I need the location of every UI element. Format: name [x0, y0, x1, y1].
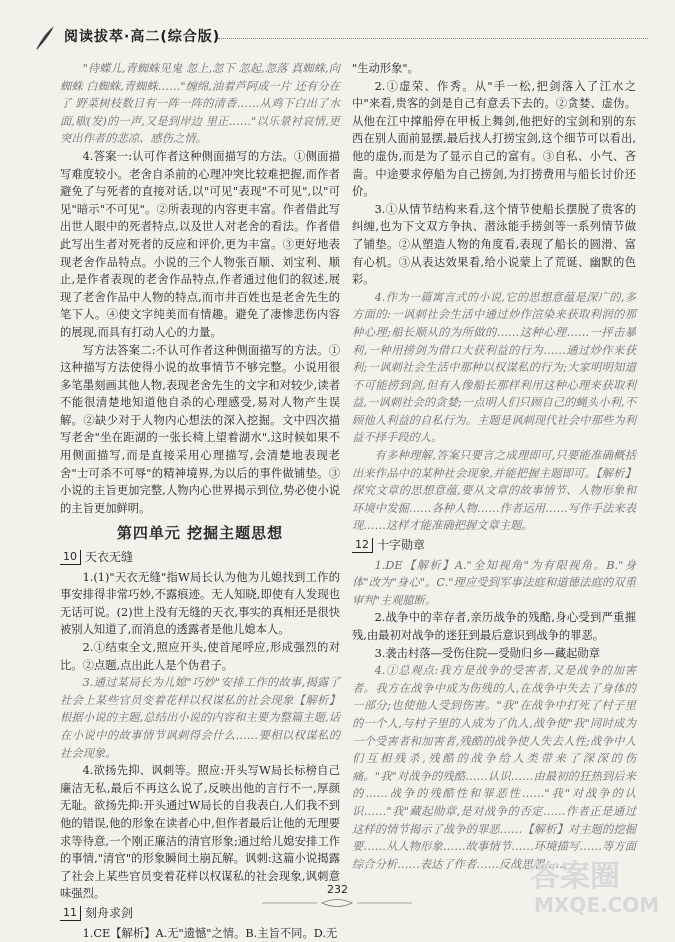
unit-title: 第四单元 挖掘主题思想 [60, 525, 340, 543]
page-header [28, 20, 648, 52]
answer-paragraph: 2.①结束全文,照应开头,使首尾呼应,形成强烈的对比。②点题,点出此人是个伪君子。 [60, 639, 340, 674]
answer-paragraph: 1.(1)"天衣无缝"指W局长认为他为儿媳找到工作的事安排得非常巧妙,不露痕迹。无人知晓,即使有人发现也无话可说。(2)世上没有无缝的天衣,事实的真相还是很快被别人知道了,而消息的透露者是他儿媳本人。 [60, 569, 340, 639]
watermark-logo [520, 852, 670, 918]
answer-paragraph: "生动形象"。 [352, 60, 636, 78]
lesson-title: 十字勋章 [377, 537, 425, 555]
right-column [352, 60, 636, 873]
answer-paragraph: 4.欲扬先抑、讽刺等。照应:开头写W局长标榜自己廉洁无私,最后不再这么说了,反映出他的言行不一,厚颜无耻。欲扬先抑:开头通过W局长的自我表白,人们我不到他的错误,他的形象在读者心中,但作者最后让他的无理要求等待意,一个刚正廉洁的清官形象;通过给儿媳安排工作的事情,"清官"的形象瞬间土崩瓦解。讽刺:这篇小说揭露了社会上某些官员变着花样以权谋私的社会现象,讽刺意味强烈。 [60, 762, 340, 903]
answer-paragraph: 4.作为一篇寓言式的小说,它的思想意蕴是深广的,多方面的:一讽刺社会生活中通过炒作渲染来获取利润的那种心理;船长顺从的为所做的……这种心理……一抨击暴利,一种用捞剑为借口大获利益的行为……通过炒作来获利;一讽刺社会生活中那种以权谋私的行为;大家明明知道不可能捞到剑,但有人像船长那样利用这种心理来获取利益,一讽刺社会的贪婪;一点明人们只顾自己的蝇头小利,不顾他人利益的自私行为。主题是讽刺现代社会中那些为利益不择手段的人。 [352, 289, 636, 447]
header-dotted-rule [218, 38, 648, 39]
feather-icon [34, 24, 56, 52]
lesson-number: 10 [60, 550, 81, 565]
answer-paragraph: 2.战争中的幸存者,亲历战争的残酷,身心受到严重摧残,由最初对战争的迷狂到最后意识到战争的罪恶。 [352, 609, 636, 644]
answer-paragraph: 1.DE【解析】A."全知视角"为有限视角。B."身体"改为"身心"。C."理应受到军事法庭和道德法庭的双重审判"主观臆断。 [352, 557, 636, 610]
answer-paragraph: 3.通过某局长为儿媳"巧妙"安排工作的故事,揭露了社会上某些官员变着花样以权谋私的社会现象【解析】根据小说的主题,总结出小说的内容和主要为整篇主题,话在小说中的故事情节讽刺得会什么……要相以权谋私的社会现象。 [60, 674, 340, 762]
answer-paragraph: "待蝶儿,青蜘蛛见鬼 忽上,忽下 忽起,忽落 真蜘蛛,向蜘蛛 白蜘蛛,青蜘蛛……"缠绵,油着芦阿成一片 还有分在了 野菜树枝数目有一阵一阵的清香……从鸡下白出了水面,歇(发)的一声,又是到岸边 里正……"以乐景衬哀情,更突出作者的悲凉、感伤之情。 [60, 60, 340, 148]
answer-paragraph: 写方法答案二:不认可作者这种侧面描写的方法。①这种描写方法使得小说的故事情节不够完整。小说用很多笔墨刻画其他人物,表现老舍先生的文字和对较少,读者不能很清楚地知道他自杀的心理感受,易对人物产生误解。②缺少对于人物内心想法的深入挖掘。文中四次描写老舍"坐在距湖的一张长椅上望着湖水",这时候如果不用侧面描写,而是直接采用心理描写,会清楚地表现老舍"士可杀不可辱"的精神境界,为以后的事件做铺垫。③小说的主旨更加完整,人物内心世界揭示到位,势必使小说的主旨更加鲜明。 [60, 342, 340, 518]
lesson-number: 11 [60, 906, 81, 921]
answer-paragraph: 1.CE【解析】A.无"遗憾"之情。B.主旨不同。D.无 [60, 925, 340, 942]
watermark-line1: 答案圈 [530, 859, 620, 894]
answer-paragraph: 4.①总观点:我方是战争的受害者,又是战争的加害者。我方在战争中成为伤残的人,在战争中失去了身体的一部分;也使他人受到伤害。"我"在战争中打死了村子里的一个人,与村子里的人成为了仇人,战争使"我"同时成为一个受害者和加害者,残酷的战争使人失去人性;战争中人们互相残杀,残酷的战争给人类带来了深深的伤痛。"我"对战争的残酷……认识……由最初的狂热到后来的……战争的残酷性和罪恶性……"我"对战争的认识……"我"藏起勋章,是对战争的否定……作者正是通过这样的情节揭示了战争的罪恶……【解析】对主题的挖掘要……从人物形象……故事情节……环境描写……等方面综合分析……表达了作者……反战思想…… [352, 662, 636, 873]
answer-paragraph: 3.袭击村落—受伤住院—受勋归乡—藏起勋章 [352, 645, 636, 663]
answer-paragraph: 4.答案一:认可作者这种侧面描写的方法。①侧面描写难度较小。老舍自杀前的心理冲突比较难把握,而作者避免了与死者的直接对话,以"可见"表现"不可见",以"可见"暗示"不可见"。②所表现的内容更丰富。作者借此写出世人眼中的死者特点,以及世人对老舍的看法。作者借此写出生者对死者的反应和评价,更为丰富。③更好地表现老舍作品特点。小说的三个人物张百顺、刘宝利、顺止,是作者表现的老舍作品特点,作者通过他们的叙述,展现了老舍作品中人物的特点,而市井百姓也是老舍先生的笔下人。④使文字纯美而有情趣。避免了凄惨悲伤内容的展现,而具有打动人心的力量。 [60, 148, 340, 342]
header-title: 阅读拔萃·高二(综合版) [64, 26, 220, 46]
left-column [60, 60, 340, 942]
footer-ornament [262, 898, 412, 908]
answer-paragraph: 3.①从情节结构来看,这个情节使船长摆脱了贵客的纠缠,也为下文双方争执、潜泳能手捞剑等一系列情节做了铺垫。②从塑造人物的角度看,表现了船长的圆滑、富有心机。③从表达效果看,给小说蒙上了荒诞、幽默的色彩。 [352, 201, 636, 289]
answer-paragraph: 2.①虚荣、作秀。从"手一松,把剑落入了江水之中"来看,贵客的剑是自己有意丢下去的。②贪婪、虚伪。从他在江中撑船停在甲板上舞剑,他把好的宝剑和别的东西在别人面前显摆,最后找人打捞宝剑,这个细节可以看出,他的虚伪,而是为了显示自己的富有。③自私、小气、吝啬。中途要求停船为自己捞剑,为打捞费用与船长讨价还价。 [352, 78, 636, 201]
lesson-title: 刻舟求剑 [85, 905, 133, 923]
lesson-heading [60, 549, 340, 567]
page-number: 232 [300, 883, 375, 896]
lesson-heading [352, 537, 636, 555]
lesson-title: 天衣无缝 [85, 549, 133, 567]
watermark-line2: MXQE.COM [534, 893, 659, 917]
answer-paragraph: 有多种理解,答案只要言之成理即可,只要能准确概括出来作品中的某种社会现象,并能把握主题即可。【解析】探究文章的思想意蕴,要从文章的故事情节、人物形象和环境中发掘……各种人物……作者运用……写作手法来表现……这样才能准确把握文章主题。 [352, 447, 636, 535]
lesson-number: 12 [352, 538, 373, 553]
